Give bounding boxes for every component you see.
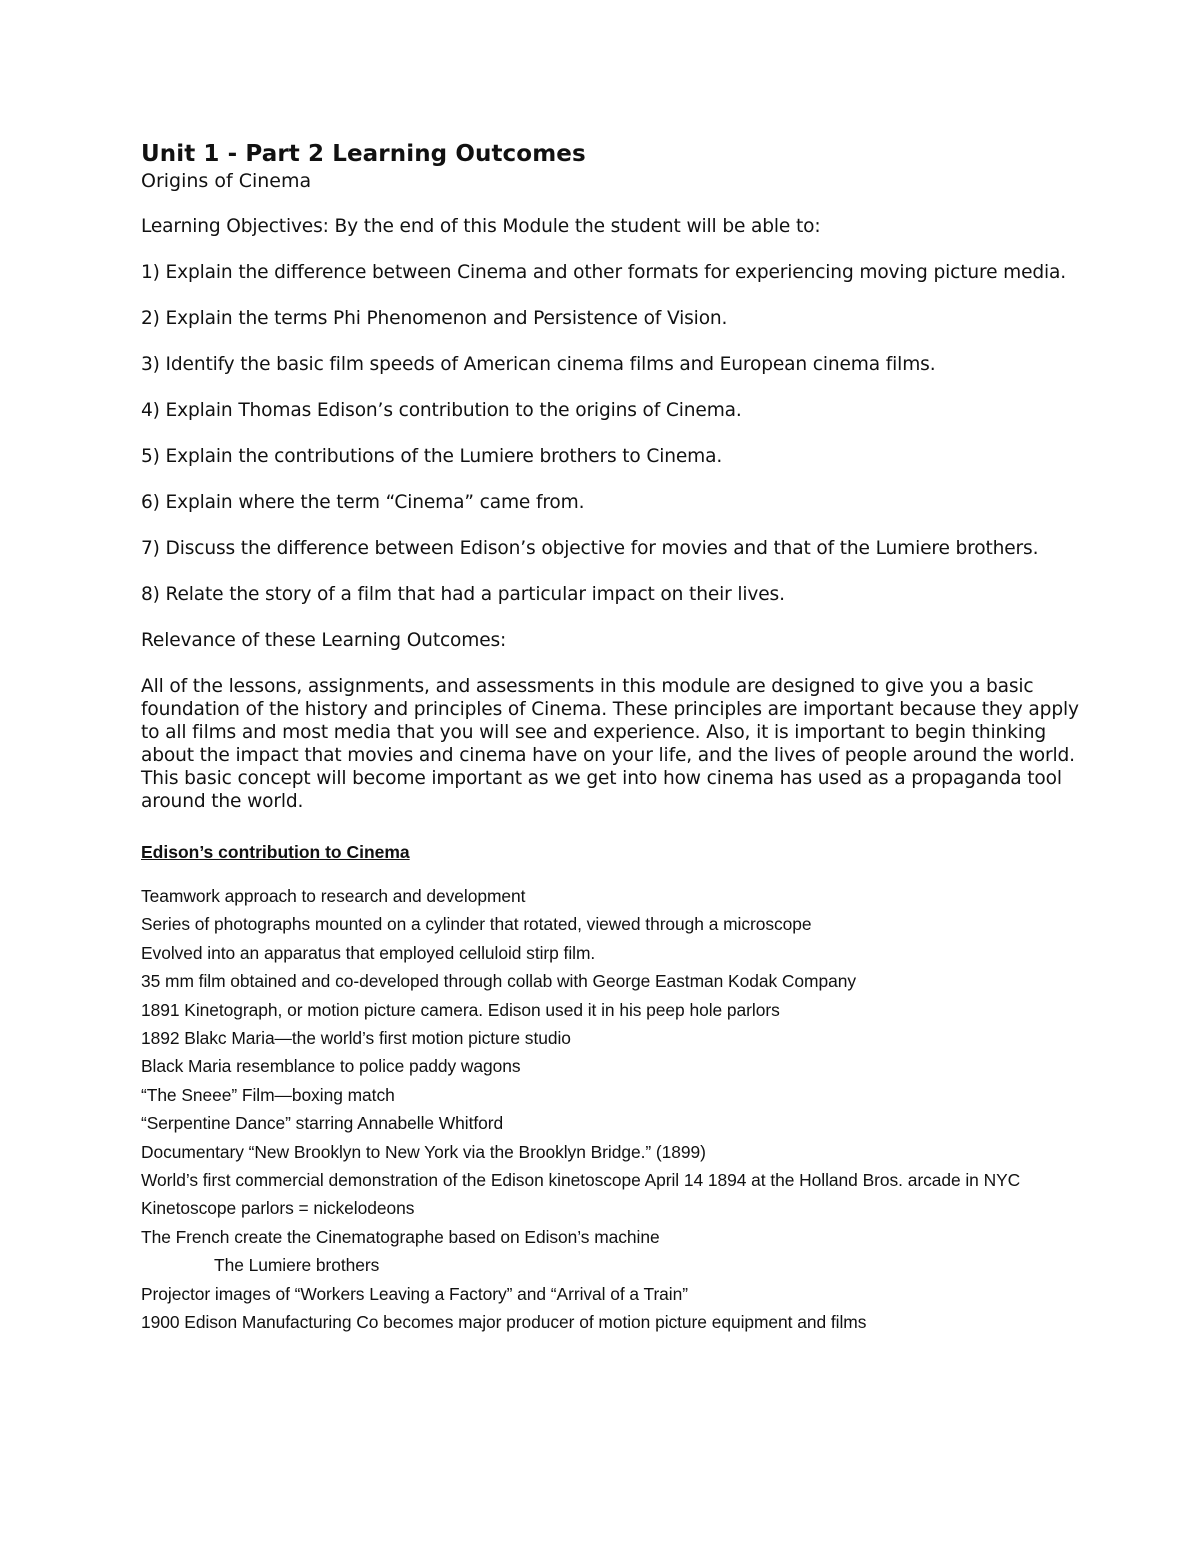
- note-item: The French create the Cinematographe based on Edison’s machine: [141, 1226, 660, 1247]
- relevance-heading: Relevance of these Learning Outcomes:: [141, 630, 507, 651]
- note-item: “Serpentine Dance” starring Annabelle Whitford: [141, 1113, 504, 1134]
- note-item: Black Maria resemblance to police paddy wagons: [141, 1056, 521, 1077]
- page-subtitle: Origins of Cinema: [141, 170, 312, 192]
- page-title: Unit 1 - Part 2 Learning Outcomes: [141, 141, 586, 167]
- note-item: “The Sneee” Film—boxing match: [141, 1084, 395, 1105]
- objective-item: 4) Explain Thomas Edison’s contribution to the origins of Cinema.: [141, 400, 742, 421]
- edison-section-heading: Edison’s contribution to Cinema: [141, 842, 410, 862]
- note-item: 1900 Edison Manufacturing Co becomes major producer of motion picture equipment and films: [141, 1312, 867, 1333]
- note-item: Evolved into an apparatus that employed celluloid stirp film.: [141, 942, 596, 963]
- objectives-list: [141, 261, 1081, 606]
- learning-objectives-intro: Learning Objectives: By the end of this Module the student will be able to:: [141, 216, 821, 237]
- note-item-indented: The Lumiere brothers: [214, 1255, 380, 1276]
- edison-notes-list: [141, 882, 1081, 1337]
- note-item: 1892 Blakc Maria—the world’s first motion picture studio: [141, 1028, 571, 1049]
- objective-item: 3) Identify the basic film speeds of American cinema films and European cinema films.: [141, 354, 936, 375]
- objective-item: 5) Explain the contributions of the Lumiere brothers to Cinema.: [141, 446, 723, 467]
- document-page: [141, 138, 1081, 1337]
- note-item: Projector images of “Workers Leaving a Factory” and “Arrival of a Train”: [141, 1283, 688, 1304]
- objective-item: 1) Explain the difference between Cinema and other formats for experiencing moving picture media.: [141, 262, 1067, 283]
- note-item: 35 mm film obtained and co-developed through collab with George Eastman Kodak Company: [141, 971, 856, 992]
- objective-item: 6) Explain where the term “Cinema” came from.: [141, 492, 585, 513]
- note-item: Series of photographs mounted on a cylinder that rotated, viewed through a microscope: [141, 914, 812, 935]
- note-item: Kinetoscope parlors = nickelodeons: [141, 1198, 415, 1219]
- objective-item: 2) Explain the terms Phi Phenomenon and Persistence of Vision.: [141, 308, 728, 329]
- note-item: Teamwork approach to research and development: [141, 886, 526, 906]
- note-item: World’s first commercial demonstration of the Edison kinetoscope April 14 1894 at the Holland Bros. arcade in NYC: [141, 1170, 1021, 1191]
- note-item: Documentary “New Brooklyn to New York via the Brooklyn Bridge.” (1899): [141, 1141, 706, 1162]
- objective-item: 7) Discuss the difference between Edison’s objective for movies and that of the Lumiere brothers.: [141, 538, 1039, 559]
- note-item: 1891 Kinetograph, or motion picture camera. Edison used it in his peep hole parlors: [141, 999, 780, 1020]
- objective-item: 8) Relate the story of a film that had a particular impact on their lives.: [141, 584, 785, 605]
- relevance-body: All of the lessons, assignments, and assessments in this module are designed to give you a basic foundation of the history and principles of Cinema. These principles are important because they apply to all films and most media that you will see and experience. Also, it is important to begin thinking about the impact that movies and cinema have on your life, and the lives of people around the world. This basic concept will become important as we get into how cinema has used as a propaganda tool around the world.: [141, 676, 1079, 812]
